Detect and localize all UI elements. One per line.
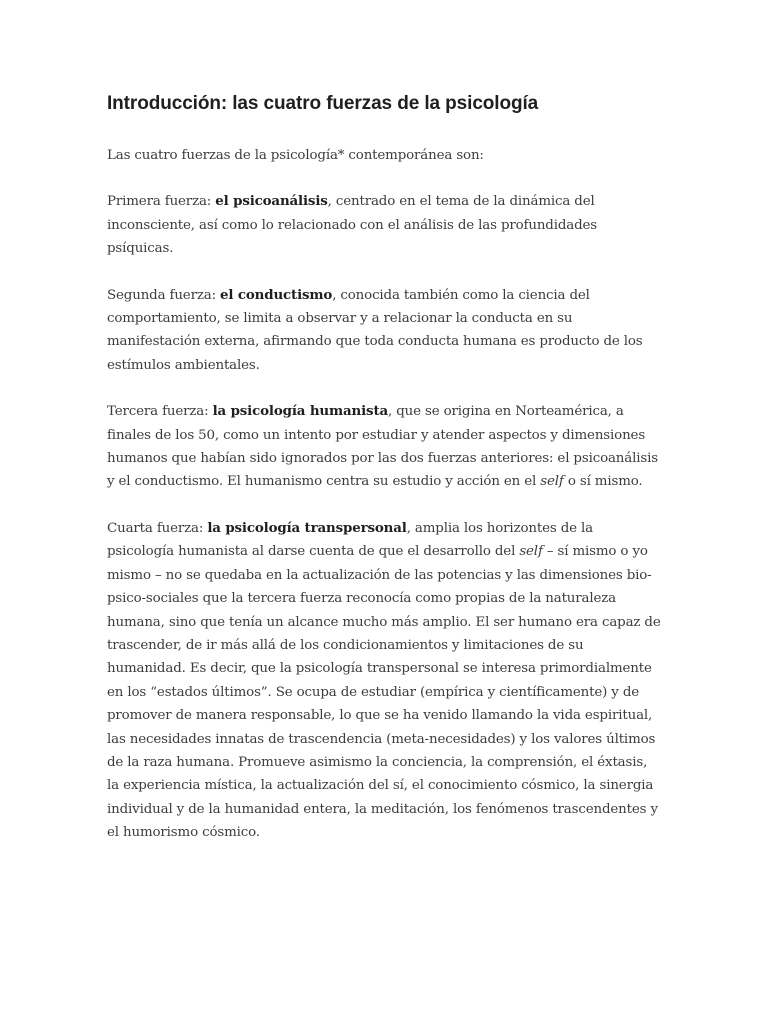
second-force-label: Segunda fuerza: <box>107 287 221 303</box>
fourth-force-text-end: – sí mismo o yo mismo – no se quedaba en la actualización de las potencias y las dimensiones bio-psico-sociales que la tercera fuerza reconocía como propias de la naturaleza humana, sino que tenía un alcance mucho más amplio. El ser humano era capaz de trascender, de ir más allá de los condicionamientos y limitaciones de su humanidad. Es decir, que la psicología transpersonal se interesa primordialmente en los “estados últimos”. Se ocupa de estudiar (empírica y científicamente) y de promover de manera responsable, lo que se ha venido llamando la vida espiritual, las necesidades innatas de trascendencia (meta-necesidades) y los valores últimos de la raza humana. Promueve asimismo la conciencia, la comprensión, el éxtasis, la experiencia mística, la actualización del sí, el conocimiento cósmico, la sinergia individual y de la humanidad entera, la meditación, los fenómenos trascendentes y el humorismo cósmico. <box>107 544 661 841</box>
fourth-force-italic: self <box>519 544 543 560</box>
third-force-text-end: o sí mismo. <box>563 474 643 490</box>
first-force-text: , centrado en el tema de la dinámica del inconsciente, así como lo relacionado con el análisis de las profundidades psíquicas. <box>107 194 598 257</box>
third-force-italic: self <box>540 474 564 490</box>
third-force-paragraph <box>107 400 663 494</box>
third-force-label: Tercera fuerza: <box>107 404 213 420</box>
first-force-label: Primera fuerza: <box>107 194 216 210</box>
fourth-force-text: , amplia los horizontes de la psicología humanista al darse cuenta de que el desarrollo del <box>107 520 593 560</box>
document-page <box>107 92 663 868</box>
intro-paragraph: Las cuatro fuerzas de la psicología* contemporánea son: <box>107 148 484 163</box>
third-force-term: la psicología humanista <box>212 403 389 420</box>
page-title: Introducción: las cuatro fuerzas de la psicología <box>107 93 539 114</box>
fourth-force-label: Cuarta fuerza: <box>107 520 208 536</box>
third-force-text: , que se origina en Norteamérica, a finales de los 50, como un intento por estudiar y atender aspectos y dimensiones humanos que habían sido ignorados por las dos fuerzas anteriores: el psicoanálisis y el conductismo. El humanismo centra su estudio y acción en el <box>107 404 658 490</box>
second-force-paragraph <box>107 284 663 378</box>
fourth-force-paragraph <box>107 517 663 845</box>
second-force-term: el conductismo <box>220 286 333 303</box>
fourth-force-term: la psicología transpersonal <box>207 519 407 536</box>
first-force-term: el psicoanálisis <box>215 193 328 210</box>
second-force-text: , conocida también como la ciencia del comportamiento, se limita a observar y a relacionar la conducta en su manifestación externa, afirmando que toda conducta humana es producto de los estímulos ambientales. <box>107 287 643 373</box>
first-force-paragraph <box>107 190 663 260</box>
